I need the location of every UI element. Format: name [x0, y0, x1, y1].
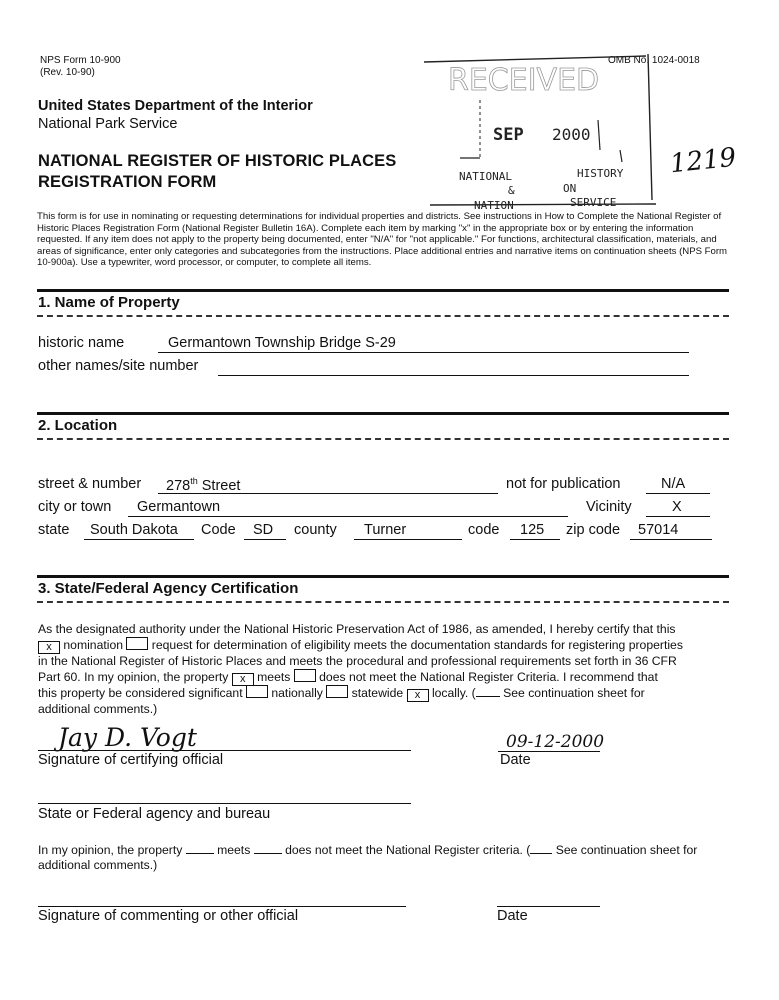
form-revision: (Rev. 10-90)	[40, 67, 95, 78]
zip-label: zip code	[566, 522, 621, 538]
request-checkbox[interactable]	[126, 637, 148, 650]
state-label: state	[38, 522, 70, 538]
street-line	[158, 493, 498, 494]
section3-heading: 3. State/Federal Agency Certification	[38, 580, 299, 597]
bureau-line	[38, 803, 411, 804]
nomination-label: nomination	[63, 638, 124, 652]
meets-checkbox[interactable]: x	[232, 673, 254, 686]
city-value[interactable]: Germantown	[137, 499, 221, 515]
state-code-value[interactable]: SD	[253, 522, 274, 538]
county-label: county	[294, 522, 337, 538]
statewide-checkbox[interactable]	[326, 685, 348, 698]
code-label: Code	[201, 522, 236, 538]
county-line	[354, 539, 462, 540]
date-value: 09-12-2000	[506, 732, 605, 752]
divider	[37, 315, 729, 317]
svg-text:RECEIVED: RECEIVED	[448, 63, 600, 98]
service-name: National Park Service	[38, 116, 178, 132]
not-for-publication-line	[646, 493, 710, 494]
date-label: Date	[500, 752, 531, 768]
nomination-checkbox[interactable]: x	[38, 641, 60, 654]
handwritten-number: 1219	[668, 142, 738, 180]
divider	[37, 412, 729, 415]
stamp-line3: NATION	[474, 199, 514, 212]
street-label: street & number	[38, 476, 142, 492]
vicinity-label: Vicinity	[586, 499, 632, 515]
opinion-line: Part 60. In my opinion, the property x meets does not meet the National Register Criteria. I recommend that	[38, 670, 658, 685]
stamp-line2b: ON	[563, 182, 577, 195]
not-for-publication-value[interactable]: N/A	[661, 476, 686, 492]
state-value[interactable]: South Dakota	[90, 522, 178, 538]
form-number: NPS Form 10-900	[40, 55, 121, 66]
signature-line	[38, 750, 411, 751]
other-names-label: other names/site number	[38, 358, 199, 374]
city-line	[128, 516, 568, 517]
divider	[37, 438, 729, 440]
stamp-line1b: HISTORY	[577, 167, 624, 180]
omb-number: OMB No. 1024-0018	[608, 55, 700, 66]
commenting-label: Signature of commenting or other official	[38, 908, 299, 924]
city-label: city or town	[38, 499, 112, 515]
divider	[37, 289, 729, 292]
divider	[37, 575, 729, 578]
form-title-line2: REGISTRATION FORM	[38, 173, 217, 191]
section1-heading: 1. Name of Property	[38, 294, 180, 311]
stamp-line1: NATIONAL	[459, 170, 512, 183]
not-for-publication-label: not for publication	[506, 476, 621, 492]
date2-line	[497, 906, 600, 907]
street-value[interactable]: 278th Street	[166, 476, 241, 494]
certification-text: additional comments.)	[38, 858, 158, 872]
department-name: United States Department of the Interior	[38, 98, 313, 114]
opinion2-line: In my opinion, the property meets does not meet the National Register criteria. ( See continuation sheet for	[38, 843, 698, 857]
certification-text: additional comments.)	[38, 702, 158, 716]
significance-line: this property be considered significant nationally statewide x locally. ( See continuation sheet for	[38, 686, 645, 701]
request-label: request for determination of eligibility meets the documentation standards for registering properties	[151, 638, 683, 652]
stamp-month: SEP	[493, 125, 524, 145]
historic-name-label: historic name	[38, 335, 125, 351]
historic-name-line	[158, 352, 689, 353]
historic-name-value[interactable]: Germantown Township Bridge S-29	[168, 335, 396, 351]
stamp-frame	[420, 50, 670, 215]
vicinity-line	[646, 516, 710, 517]
county-code-label: code	[468, 522, 500, 538]
state-line	[84, 539, 194, 540]
commenting-line	[38, 906, 406, 907]
section2-heading: 2. Location	[38, 417, 118, 434]
does-not-meet-checkbox[interactable]	[294, 669, 316, 682]
stamp-year: 2000	[552, 125, 591, 144]
certification-text: As the designated authority under the National Historic Preservation Act of 1986, as amended, I hereby certify that this	[38, 622, 676, 636]
zip-line	[630, 539, 712, 540]
intro-instructions: This form is for use in nominating or requesting determinations for individual properties and districts. See instructions in How to Complete the National Register of Historic Places Registration Form (National Register Bulletin 16A). Complete each item by marking "x" in the appropriate box or by entering the information requested. If any item does not apply to the property being documented, enter "N/A" for "not applicable." For functions, architectural classification, materials, and areas of significance, enter only categories and subcategories from the instructions. Place additional entries and narrative items on continuation sheets (NPS Form 10-900a). Use a typewriter, word processor, or computer, to complete all items.	[37, 211, 728, 269]
county-value[interactable]: Turner	[364, 522, 407, 538]
date2-label: Date	[497, 908, 528, 924]
signature-label: Signature of certifying official	[38, 752, 224, 768]
other-names-line	[218, 375, 689, 376]
divider	[37, 601, 729, 603]
signature-handwriting: Jay D. Vogt	[58, 723, 197, 752]
vicinity-value[interactable]: X	[672, 499, 682, 515]
certification-text: in the National Register of Historic Places and meets the procedural and professional requirements set forth in 36 CFR	[38, 654, 677, 668]
state-code-line	[244, 539, 286, 540]
zip-value[interactable]: 57014	[638, 522, 679, 538]
certification-options	[38, 637, 683, 654]
form-title-line1: NATIONAL REGISTER OF HISTORIC PLACES	[38, 152, 397, 170]
stamp-line2: &	[508, 184, 515, 197]
bureau-label: State or Federal agency and bureau	[38, 806, 271, 822]
locally-checkbox[interactable]: x	[407, 689, 429, 702]
county-code-value[interactable]: 125	[520, 522, 545, 538]
stamp-line3b: SERVICE	[570, 196, 617, 209]
county-code-line	[510, 539, 560, 540]
nationally-checkbox[interactable]	[246, 685, 268, 698]
